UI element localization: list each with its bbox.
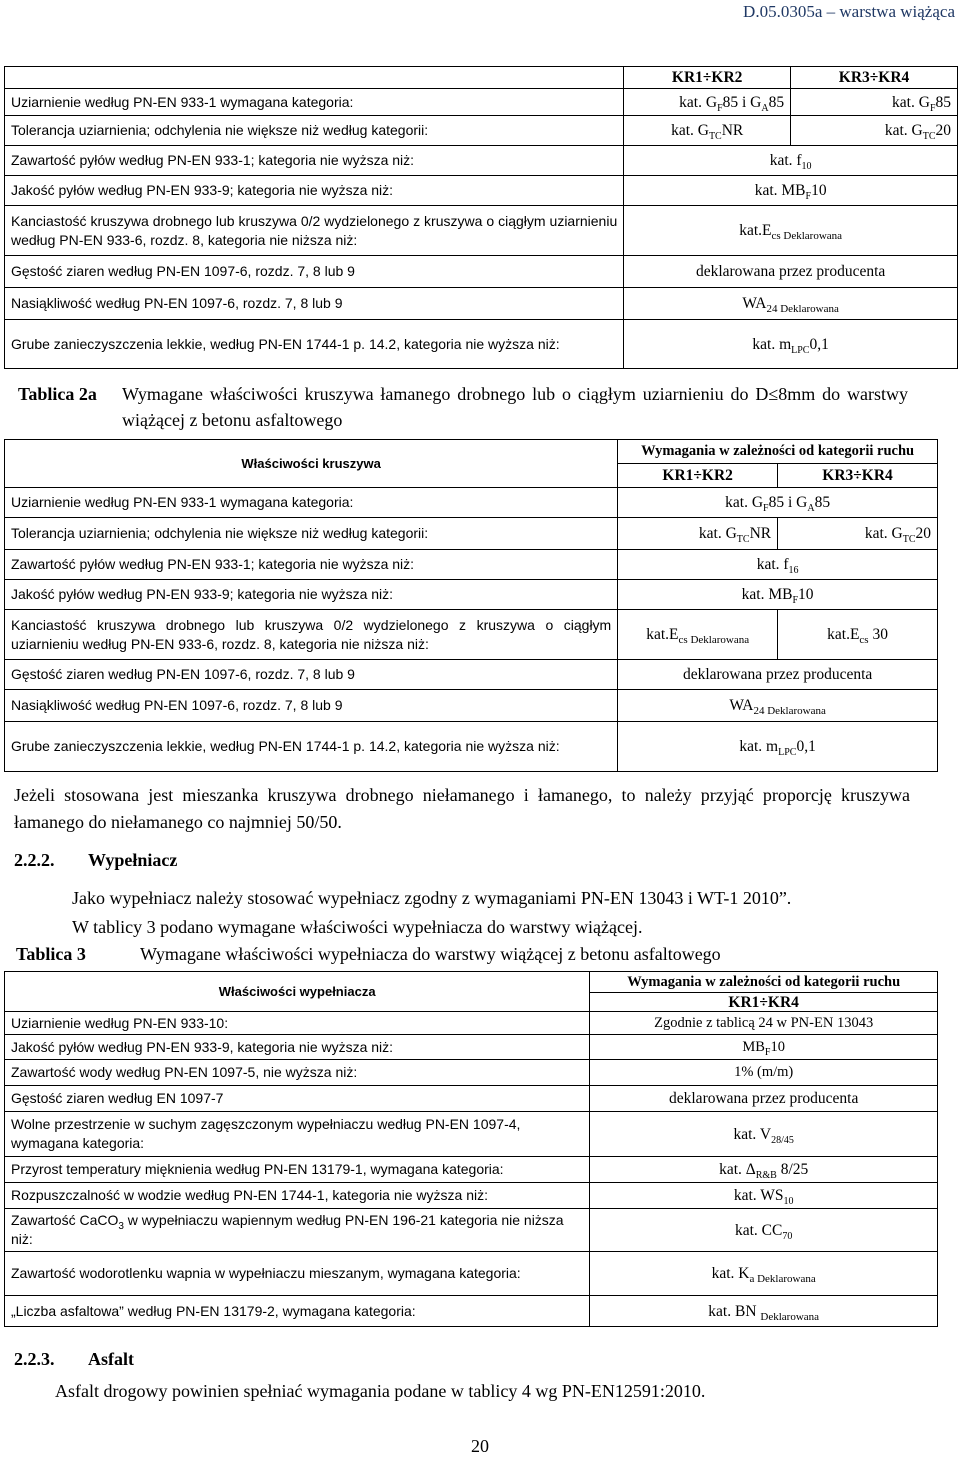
table-row — [5, 67, 958, 89]
value-cell: 1% (m/m) — [590, 1060, 938, 1086]
section-number: 2.2.2. — [14, 850, 55, 870]
column-header: Wymagania w zależności od kategorii ruchu — [590, 972, 938, 993]
table-row — [5, 690, 938, 722]
value-cell: kat. $V_{28/45}$ — [590, 1112, 938, 1157]
row-label: Uziarnienie według PN-EN 933-1 wymagana kategoria: — [5, 488, 618, 518]
page-number: 20 — [471, 1436, 489, 1456]
table-row — [5, 256, 958, 288]
table-2a — [4, 439, 938, 772]
section-title: Wypełniacz — [88, 850, 178, 870]
row-label: Gęstość ziaren według PN-EN 1097-6, rozdz. 7, 8 lub 9 — [5, 256, 624, 288]
row-label: Uziarnienie według PN-EN 933-10: — [5, 1012, 590, 1035]
value-cell: kat. BN $_{Deklarowana}$ — [590, 1296, 938, 1327]
row-label: Zawartość pyłów według PN-EN 933-1; kategoria nie wyższa niż: — [5, 146, 624, 176]
value-cell: $kat.E_{cs}$ 30 — [778, 610, 938, 660]
row-label: Grube zanieczyszczenia lekkie, według PN-EN 1744-1 p. 14.2, kategoria nie wyższa niż: — [5, 722, 618, 772]
row-label: Kanciastość kruszywa drobnego lub kruszywa 0/2 wydzielonego z kruszywa o ciągłym uziarnieniu według PN-EN 933-6, rozdz. 8, kategoria nie niższa niż: — [5, 206, 624, 256]
column-header: Wymagania w zależności od kategorii ruchu — [618, 440, 938, 464]
table-2a-caption: Wymagane właściwości kruszywa łamanego drobnego lub o ciągłym uziarnieniu do D≤8mm do warstwy wiążącej z betonu asfaltowego — [122, 384, 908, 430]
table-row — [5, 580, 938, 610]
table-row — [5, 116, 958, 146]
row-label: Jakość pyłów według PN-EN 933-9; kategoria nie wyższa niż: — [5, 580, 618, 610]
row-label: Gęstość ziaren według EN 1097-7 — [5, 1086, 590, 1112]
value-cell: kat. $G_{TC}NR$ — [618, 518, 778, 550]
table-row — [5, 206, 958, 256]
value-cell: kat. $MB_F10$ — [624, 176, 958, 206]
column-header: KR3÷KR4 — [778, 464, 938, 488]
row-label: Jakość pyłów według PN-EN 933-9; kategoria nie wyższa niż: — [5, 176, 624, 206]
value-cell: kat. $G_{TC}20$ — [778, 518, 938, 550]
section-number: 2.2.3. — [14, 1349, 55, 1369]
value-cell: kat. $G_{TC}NR$ — [624, 116, 791, 146]
table-row — [5, 1209, 938, 1252]
row-label: Wolne przestrzenie w suchym zagęszczonym wypełniaczu według PN-EN 1097-4, wymagana kategoria: — [5, 1112, 590, 1157]
table-row — [5, 1183, 938, 1209]
table-row — [5, 1035, 938, 1060]
row-label: Kanciastość kruszywa drobnego lub kruszywa 0/2 wydzielonego z kruszywa o ciągłym uziarnieniu według PN-EN 933-6, rozdz. 8, kategoria nie niższa niż: — [5, 610, 618, 660]
value-cell: $WA_{24 Deklarowana}$ — [624, 288, 958, 320]
row-label: Nasiąkliwość według PN-EN 1097-6, rozdz. 7, 8 lub 9 — [5, 288, 624, 320]
column-header: KR1÷KR2 — [618, 464, 778, 488]
table-row — [5, 550, 938, 580]
value-cell: deklarowana przez producenta — [624, 256, 958, 288]
table-3 — [4, 971, 938, 1327]
row-label: Przyrost temperatury mięknienia według PN-EN 13179-1, wymagana kategoria: — [5, 1157, 590, 1183]
row-label: Tolerancja uziarnienia; odchylenia nie większe niż według kategorii: — [5, 116, 624, 146]
value-cell: kat. $m_{LPC}0,1$ — [618, 722, 938, 772]
table-row — [5, 1157, 938, 1183]
row-label: Zawartość wody według PN-EN 1097-5, nie wyższa niż: — [5, 1060, 590, 1086]
table-row — [5, 176, 958, 206]
table-row — [5, 146, 958, 176]
value-cell: kat. $G_F85$ i $G_A85$ — [618, 488, 938, 518]
table-row — [5, 518, 938, 550]
section-title: Asfalt — [88, 1349, 134, 1369]
table-row — [5, 440, 938, 464]
table-row — [5, 1060, 938, 1086]
row-label: Rozpuszczalność w wodzie według PN-EN 1744-1, kategoria nie wyższa niż: — [5, 1183, 590, 1209]
table-row — [5, 722, 938, 772]
row-label: Gęstość ziaren według PN-EN 1097-6, rozdz. 7, 8 lub 9 — [5, 660, 618, 690]
value-cell: kat. $K_{a Deklarowana}$ — [590, 1252, 938, 1296]
row-label: Zawartość CaCO$_3$ w wypełniaczu wapiennym według PN-EN 196-21 kategoria nie niższa niż: — [5, 1209, 590, 1252]
value-cell: kat. $G_F85$ i $G_A85$ — [624, 89, 791, 116]
table-cell — [5, 67, 624, 89]
value-cell: kat. $MB_F10$ — [618, 580, 938, 610]
column-header: KR1÷KR4 — [590, 993, 938, 1012]
table-row — [5, 1086, 938, 1112]
row-label: Zawartość pyłów według PN-EN 933-1; kategoria nie wyższa niż: — [5, 550, 618, 580]
table-row — [5, 320, 958, 369]
value-cell: $WA_{24 Deklarowana}$ — [618, 690, 938, 722]
value-cell: $kat.E_{cs Deklarowana}$ — [618, 610, 778, 660]
paragraph: W tablicy 3 podano wymagane właściwości wypełniacza do warstwy wiążącej. — [72, 917, 643, 937]
table-row — [5, 1252, 938, 1296]
table-row — [5, 610, 938, 660]
table-row — [5, 1296, 938, 1327]
value-cell: kat. $G_{TC}20$ — [791, 116, 958, 146]
value-cell: Zgodnie z tablicą 24 w PN-EN 13043 — [590, 1012, 938, 1035]
value-cell: $MB_F10$ — [590, 1035, 938, 1060]
table-3-label: Tablica 3 — [16, 944, 86, 964]
column-header: KR3÷KR4 — [791, 67, 958, 89]
value-cell: kat. $CC_{70}$ — [590, 1209, 938, 1252]
row-label: Nasiąkliwość według PN-EN 1097-6, rozdz. 7, 8 lub 9 — [5, 690, 618, 722]
table-row — [5, 1012, 938, 1035]
value-cell: $kat.E_{cs Deklarowana}$ — [624, 206, 958, 256]
column-header: KR1÷KR2 — [624, 67, 791, 89]
row-label: Grube zanieczyszczenia lekkie, według PN-EN 1744-1 p. 14.2, kategoria nie wyższa niż: — [5, 320, 624, 369]
value-cell: kat. $m_{LPC}0,1$ — [624, 320, 958, 369]
paragraph: Asfalt drogowy powinien spełniać wymagania podane w tablicy 4 wg PN-EN12591:2010. — [55, 1381, 706, 1401]
table-1 — [4, 66, 958, 369]
paragraph: Jeżeli stosowana jest mieszanka kruszywa drobnego niełamanego i łamanego, to należy przyjąć proporcję kruszywa łamanego do niełamanego co najmniej 50/50. — [14, 785, 910, 832]
table-3-caption: Wymagane właściwości wypełniacza do warstwy wiążącej z betonu asfaltowego — [140, 944, 721, 964]
paragraph: Jako wypełniacz należy stosować wypełniacz zgodny z wymaganiami PN-EN 13043 i WT-1 2010”. — [72, 888, 792, 908]
table-row — [5, 972, 938, 993]
row-label: Uziarnienie według PN-EN 933-1 wymagana kategoria: — [5, 89, 624, 116]
value-cell: kat. $WS_{10}$ — [590, 1183, 938, 1209]
table-row — [5, 1112, 938, 1157]
row-label: Tolerancja uziarnienia; odchylenia nie większe niż według kategorii: — [5, 518, 618, 550]
table-row — [5, 660, 938, 690]
value-cell: kat. $G_F85$ — [791, 89, 958, 116]
value-cell: kat. $f_{10}$ — [624, 146, 958, 176]
table-row — [5, 89, 958, 116]
table-2a-label: Tablica 2a — [18, 384, 97, 404]
value-cell: deklarowana przez producenta — [618, 660, 938, 690]
value-cell: deklarowana przez producenta — [590, 1086, 938, 1112]
row-label: „Liczba asfaltowa” według PN-EN 13179-2, wymagana kategoria: — [5, 1296, 590, 1327]
column-header: Właściwości wypełniacza — [5, 972, 590, 1012]
value-cell: kat. $\Delta_{R\&B}$ 8/25 — [590, 1157, 938, 1183]
row-label: Jakość pyłów według PN-EN 933-9, kategoria nie wyższa niż: — [5, 1035, 590, 1060]
value-cell: kat. $f_{16}$ — [618, 550, 938, 580]
column-header: Właściwości kruszywa — [5, 440, 618, 488]
row-label: Zawartość wodorotlenku wapnia w wypełniaczu mieszanym, wymagana kategoria: — [5, 1252, 590, 1296]
page-header: D.05.0305a – warstwa wiążąca — [743, 2, 955, 21]
table-row — [5, 288, 958, 320]
table-row — [5, 488, 938, 518]
